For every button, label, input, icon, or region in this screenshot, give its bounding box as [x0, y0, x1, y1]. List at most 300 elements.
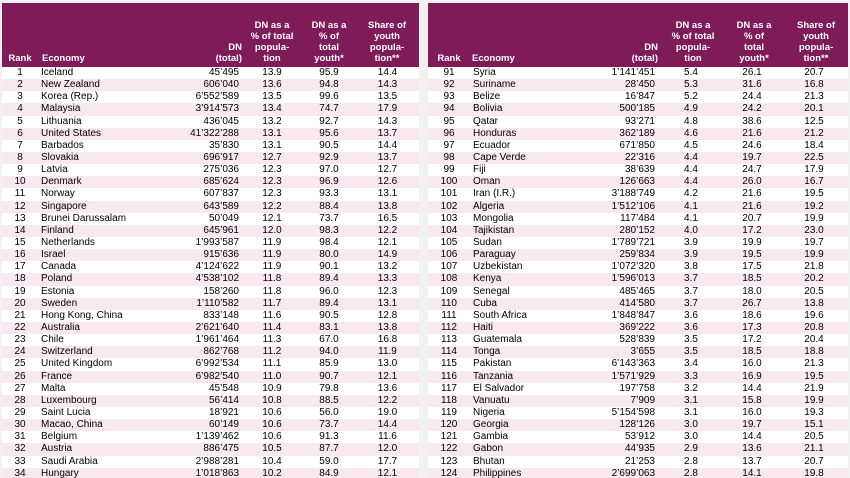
economy-cell: Guatemala [470, 334, 580, 346]
rank-cell: 95 [428, 116, 470, 128]
economy-cell: Bhutan [470, 456, 580, 468]
dn-pct-youth-cell: 14.4 [724, 431, 780, 443]
dn-cell: 606’040 [162, 79, 242, 91]
dn-cell: 1’961’464 [162, 334, 242, 346]
dn-cell: 1’139’462 [162, 431, 242, 443]
rank-cell: 28 [2, 395, 38, 407]
share-youth-cell: 12.3 [356, 286, 419, 298]
share-youth-cell: 20.5 [780, 431, 848, 443]
table-row [2, 103, 419, 115]
rank-cell: 105 [428, 237, 470, 249]
rank-cell: 9 [2, 164, 38, 176]
economy-cell: Korea (Rep.) [38, 91, 162, 103]
share-youth-cell: 13.1 [356, 188, 419, 200]
economy-cell: Sudan [470, 237, 580, 249]
table-row [428, 67, 848, 79]
dn-pct-youth-cell: 67.0 [302, 334, 356, 346]
dn-pct-pop-cell: 11.1 [242, 358, 302, 370]
dn-pct-pop-header: DN as a % of total popula- tion [671, 20, 715, 64]
dn-pct-youth-cell: 73.7 [302, 213, 356, 225]
dn-pct-youth-cell: 90.7 [302, 371, 356, 383]
rank-cell: 14 [2, 225, 38, 237]
dn-pct-pop-cell: 12.3 [242, 164, 302, 176]
dn-cell: 6’552’589 [162, 91, 242, 103]
share-youth-cell: 19.6 [780, 310, 848, 322]
dn-cell: 5’154’598 [580, 407, 658, 419]
dn-pct-youth-cell: 18.0 [724, 286, 780, 298]
table-row [428, 395, 848, 407]
share-youth-cell: 12.0 [356, 443, 419, 455]
rank-header: Rank [437, 53, 461, 64]
dn-cell: 45’548 [162, 383, 242, 395]
dn-cell: 6’992’534 [162, 358, 242, 370]
rank-cell: 5 [2, 116, 38, 128]
dn-cell: 93’271 [580, 116, 658, 128]
table-row [428, 128, 848, 140]
dn-pct-youth-cell: 89.4 [302, 273, 356, 285]
rank-cell: 4 [2, 103, 38, 115]
dn-pct-youth-cell: 31.6 [724, 79, 780, 91]
dn-pct-pop-cell: 3.4 [658, 358, 724, 370]
rank-cell: 22 [2, 322, 38, 334]
dn-pct-youth-cell: 13.6 [724, 443, 780, 455]
dn-pct-youth-header: DN as a % of total youth* [311, 20, 347, 64]
share-youth-cell: 16.8 [780, 79, 848, 91]
dn-pct-youth-cell: 21.6 [724, 188, 780, 200]
share-youth-cell: 14.4 [356, 140, 419, 152]
table-row [428, 79, 848, 91]
economy-cell: Nigeria [470, 407, 580, 419]
dn-cell: 862’768 [162, 346, 242, 358]
dn-pct-youth-cell: 98.4 [302, 237, 356, 249]
right-data-table [428, 67, 848, 478]
economy-cell: Vanuatu [470, 395, 580, 407]
share-youth-cell: 19.9 [780, 395, 848, 407]
dn-pct-pop-cell: 4.9 [658, 103, 724, 115]
economy-cell: Pakistan [470, 358, 580, 370]
dn-pct-pop-cell: 11.9 [242, 249, 302, 261]
share-youth-cell: 13.7 [356, 152, 419, 164]
economy-cell: Belgium [38, 431, 162, 443]
dn-pct-pop-cell: 12.2 [242, 201, 302, 213]
economy-cell: El Salvador [470, 383, 580, 395]
dn-cell: 6’982’540 [162, 371, 242, 383]
dn-pct-pop-cell: 5.4 [658, 67, 724, 79]
dn-pct-youth-cell: 95.9 [302, 67, 356, 79]
dn-cell: 685’624 [162, 176, 242, 188]
table-row [2, 407, 419, 419]
table-row [2, 213, 419, 225]
dn-pct-youth-cell: 90.5 [302, 310, 356, 322]
table-row [428, 201, 848, 213]
table-row [428, 334, 848, 346]
table-row [428, 431, 848, 443]
share-youth-cell: 19.9 [780, 249, 848, 261]
share-youth-cell: 11.9 [356, 346, 419, 358]
rank-cell: 94 [428, 103, 470, 115]
economy-cell: Cuba [470, 298, 580, 310]
economy-cell: Saint Lucia [38, 407, 162, 419]
dn-header: DN (total) [631, 42, 658, 64]
economy-cell: Luxembourg [38, 395, 162, 407]
rank-cell: 12 [2, 201, 38, 213]
rank-cell: 92 [428, 79, 470, 91]
economy-cell: Saudi Arabia [38, 456, 162, 468]
dn-pct-pop-cell: 12.3 [242, 188, 302, 200]
table-row [2, 164, 419, 176]
dn-pct-pop-cell: 12.0 [242, 225, 302, 237]
share-youth-header: Share of youth popula- tion** [796, 20, 835, 64]
share-youth-cell: 18.8 [780, 346, 848, 358]
table-row [2, 286, 419, 298]
economy-cell: Slovakia [38, 152, 162, 164]
share-youth-cell: 12.1 [356, 468, 419, 478]
share-youth-cell: 13.1 [356, 298, 419, 310]
share-youth-cell: 21.2 [780, 128, 848, 140]
dn-pct-pop-cell: 3.1 [658, 395, 724, 407]
economy-cell: United Kingdom [38, 358, 162, 370]
share-youth-cell: 14.3 [356, 79, 419, 91]
dn-pct-youth-cell: 20.7 [724, 213, 780, 225]
table-row [2, 261, 419, 273]
dn-pct-youth-cell: 18.5 [724, 346, 780, 358]
rank-cell: 103 [428, 213, 470, 225]
dn-pct-pop-cell: 11.7 [242, 298, 302, 310]
table-row [428, 407, 848, 419]
economy-cell: Belize [470, 91, 580, 103]
dn-cell: 3’655 [580, 346, 658, 358]
dn-pct-pop-cell: 10.2 [242, 468, 302, 478]
dn-pct-pop-cell: 4.5 [658, 140, 724, 152]
share-youth-cell: 19.3 [780, 407, 848, 419]
rank-cell: 23 [2, 334, 38, 346]
dn-cell: 607’837 [162, 188, 242, 200]
economy-cell: Senegal [470, 286, 580, 298]
dn-pct-pop-cell: 13.5 [242, 91, 302, 103]
dn-pct-youth-cell: 92.9 [302, 152, 356, 164]
rank-cell: 32 [2, 443, 38, 455]
share-youth-cell: 13.6 [356, 383, 419, 395]
share-youth-cell: 20.7 [780, 456, 848, 468]
dn-pct-youth-cell: 19.5 [724, 249, 780, 261]
dn-pct-pop-cell: 3.6 [658, 322, 724, 334]
dn-cell: 369’222 [580, 322, 658, 334]
rank-cell: 91 [428, 67, 470, 79]
dn-pct-youth-cell: 87.7 [302, 443, 356, 455]
economy-cell: Cape Verde [470, 152, 580, 164]
rank-cell: 10 [2, 176, 38, 188]
rank-cell: 118 [428, 395, 470, 407]
dn-pct-pop-cell: 5.3 [658, 79, 724, 91]
dn-pct-youth-cell: 13.7 [724, 456, 780, 468]
rank-cell: 13 [2, 213, 38, 225]
table-row [428, 346, 848, 358]
table-row [428, 322, 848, 334]
dn-pct-pop-cell: 11.0 [242, 371, 302, 383]
dn-pct-pop-cell: 3.1 [658, 407, 724, 419]
share-youth-cell: 12.8 [356, 310, 419, 322]
dn-pct-pop-cell: 11.9 [242, 261, 302, 273]
dn-pct-youth-cell: 96.9 [302, 176, 356, 188]
rank-cell: 111 [428, 310, 470, 322]
share-youth-cell: 13.8 [356, 322, 419, 334]
economy-cell: Latvia [38, 164, 162, 176]
dn-pct-pop-cell: 13.2 [242, 116, 302, 128]
dn-pct-youth-cell: 17.2 [724, 334, 780, 346]
dn-pct-youth-cell: 24.4 [724, 91, 780, 103]
rank-cell: 98 [428, 152, 470, 164]
dn-pct-youth-cell: 96.0 [302, 286, 356, 298]
rank-cell: 17 [2, 261, 38, 273]
economy-cell: Tonga [470, 346, 580, 358]
dn-pct-pop-cell: 11.8 [242, 286, 302, 298]
rank-cell: 16 [2, 249, 38, 261]
economy-cell: Algeria [470, 201, 580, 213]
rank-cell: 97 [428, 140, 470, 152]
dn-cell: 643’589 [162, 201, 242, 213]
table-row [2, 152, 419, 164]
table-row [2, 176, 419, 188]
table-row [2, 419, 419, 431]
share-youth-cell: 11.6 [356, 431, 419, 443]
dn-pct-pop-cell: 2.9 [658, 443, 724, 455]
dn-pct-pop-cell: 12.1 [242, 213, 302, 225]
share-youth-cell: 22.5 [780, 152, 848, 164]
dn-pct-pop-cell: 13.4 [242, 103, 302, 115]
dn-pct-youth-cell: 26.7 [724, 298, 780, 310]
dn-cell: 275’036 [162, 164, 242, 176]
dn-cell: 117’484 [580, 213, 658, 225]
economy-cell: Kenya [470, 273, 580, 285]
table-row [428, 176, 848, 188]
dn-pct-pop-cell: 13.6 [242, 79, 302, 91]
economy-cell: Honduras [470, 128, 580, 140]
share-youth-cell: 16.7 [780, 176, 848, 188]
dn-pct-pop-cell: 4.4 [658, 164, 724, 176]
table-row [2, 468, 419, 478]
share-youth-cell: 19.5 [780, 188, 848, 200]
dn-pct-pop-cell: 10.8 [242, 395, 302, 407]
dn-pct-pop-cell: 10.6 [242, 407, 302, 419]
share-youth-cell: 21.3 [780, 91, 848, 103]
share-youth-cell: 20.1 [780, 103, 848, 115]
rank-cell: 19 [2, 286, 38, 298]
share-youth-cell: 20.7 [780, 67, 848, 79]
dn-pct-pop-cell: 3.7 [658, 286, 724, 298]
rank-cell: 101 [428, 188, 470, 200]
dn-cell: 500’185 [580, 103, 658, 115]
dn-pct-youth-cell: 16.9 [724, 371, 780, 383]
economy-cell: Denmark [38, 176, 162, 188]
dn-pct-youth-cell: 94.8 [302, 79, 356, 91]
table-row [2, 67, 419, 79]
economy-cell: New Zealand [38, 79, 162, 91]
dn-pct-pop-cell: 4.1 [658, 213, 724, 225]
economy-cell: Qatar [470, 116, 580, 128]
dn-pct-pop-cell: 3.9 [658, 237, 724, 249]
rank-cell: 8 [2, 152, 38, 164]
rank-cell: 109 [428, 286, 470, 298]
economy-cell: Hong Kong, China [38, 310, 162, 322]
share-youth-cell: 17.7 [356, 456, 419, 468]
dn-pct-youth-cell: 16.0 [724, 358, 780, 370]
table-row [428, 103, 848, 115]
share-youth-cell: 12.1 [356, 237, 419, 249]
share-youth-cell: 12.1 [356, 371, 419, 383]
dn-pct-pop-cell: 4.6 [658, 128, 724, 140]
dn-pct-pop-cell: 11.6 [242, 310, 302, 322]
share-youth-cell: 12.5 [780, 116, 848, 128]
rank-cell: 33 [2, 456, 38, 468]
rank-cell: 11 [2, 188, 38, 200]
economy-cell: Singapore [38, 201, 162, 213]
rank-cell: 29 [2, 407, 38, 419]
share-youth-cell: 19.9 [780, 213, 848, 225]
rank-cell: 18 [2, 273, 38, 285]
dn-cell: 528’839 [580, 334, 658, 346]
dn-pct-pop-cell: 13.9 [242, 67, 302, 79]
dn-pct-youth-cell: 21.6 [724, 128, 780, 140]
table-row [428, 456, 848, 468]
table-row [428, 358, 848, 370]
table-row [428, 261, 848, 273]
dn-cell: 485’465 [580, 286, 658, 298]
economy-cell: Ecuador [470, 140, 580, 152]
table-row [2, 79, 419, 91]
dn-pct-pop-cell: 13.1 [242, 128, 302, 140]
dn-pct-youth-cell: 88.5 [302, 395, 356, 407]
rank-cell: 115 [428, 358, 470, 370]
table-row [2, 273, 419, 285]
dn-cell: 4’538’102 [162, 273, 242, 285]
economy-cell: Hungary [38, 468, 162, 478]
share-youth-cell: 19.7 [780, 237, 848, 249]
dn-pct-pop-cell: 11.4 [242, 322, 302, 334]
dn-pct-youth-cell: 19.9 [724, 237, 780, 249]
rank-cell: 100 [428, 176, 470, 188]
economy-cell: Malta [38, 383, 162, 395]
share-youth-cell: 21.3 [780, 358, 848, 370]
share-youth-cell: 13.3 [356, 273, 419, 285]
rank-cell: 114 [428, 346, 470, 358]
rank-cell: 31 [2, 431, 38, 443]
rank-cell: 24 [2, 346, 38, 358]
table-row [428, 237, 848, 249]
dn-cell: 21’253 [580, 456, 658, 468]
economy-header: Economy [472, 53, 515, 64]
rank-cell: 123 [428, 456, 470, 468]
dn-cell: 915’636 [162, 249, 242, 261]
dn-cell: 1’141’451 [580, 67, 658, 79]
rank-cell: 34 [2, 468, 38, 478]
dn-cell: 53’912 [580, 431, 658, 443]
table-row [2, 371, 419, 383]
table-row [428, 91, 848, 103]
dn-cell: 2’988’281 [162, 456, 242, 468]
dn-cell: 35’830 [162, 140, 242, 152]
table-row [428, 140, 848, 152]
dn-pct-youth-cell: 80.0 [302, 249, 356, 261]
dn-pct-youth-cell: 17.2 [724, 225, 780, 237]
economy-cell: Lithuania [38, 116, 162, 128]
table-row [2, 201, 419, 213]
dn-pct-youth-cell: 14.4 [724, 383, 780, 395]
table-row [2, 225, 419, 237]
dn-pct-youth-cell: 17.5 [724, 261, 780, 273]
dn-pct-youth-cell: 14.1 [724, 468, 780, 478]
table-row [2, 298, 419, 310]
economy-cell: Canada [38, 261, 162, 273]
economy-cell: Norway [38, 188, 162, 200]
economy-cell: Austria [38, 443, 162, 455]
share-youth-cell: 19.5 [780, 371, 848, 383]
share-youth-cell: 12.2 [356, 225, 419, 237]
dn-pct-pop-cell: 3.3 [658, 371, 724, 383]
dn-pct-pop-cell: 5.2 [658, 91, 724, 103]
table-row [2, 188, 419, 200]
dn-cell: 45’495 [162, 67, 242, 79]
rank-cell: 121 [428, 431, 470, 443]
table-row [428, 419, 848, 431]
dn-pct-youth-cell: 94.0 [302, 346, 356, 358]
rank-cell: 117 [428, 383, 470, 395]
dn-pct-youth-cell: 21.6 [724, 201, 780, 213]
economy-cell: United States [38, 128, 162, 140]
dn-cell: 2’621’640 [162, 322, 242, 334]
table-row [428, 213, 848, 225]
dn-pct-pop-cell: 10.5 [242, 443, 302, 455]
table-row [2, 383, 419, 395]
rank-cell: 104 [428, 225, 470, 237]
rank-cell: 1 [2, 67, 38, 79]
dn-cell: 18’921 [162, 407, 242, 419]
dn-cell: 2’699’063 [580, 468, 658, 478]
dn-pct-pop-cell: 4.1 [658, 201, 724, 213]
dn-pct-pop-cell: 4.2 [658, 188, 724, 200]
share-youth-cell: 20.8 [780, 322, 848, 334]
dn-cell: 44’935 [580, 443, 658, 455]
rank-cell: 6 [2, 128, 38, 140]
share-youth-cell: 12.2 [356, 395, 419, 407]
dn-cell: 56’414 [162, 395, 242, 407]
dn-pct-pop-cell: 3.7 [658, 298, 724, 310]
rank-cell: 102 [428, 201, 470, 213]
dn-pct-pop-cell: 12.3 [242, 176, 302, 188]
dn-pct-pop-cell: 10.6 [242, 419, 302, 431]
dn-pct-youth-cell: 38.6 [724, 116, 780, 128]
share-youth-cell: 13.8 [356, 201, 419, 213]
dn-pct-youth-cell: 83.1 [302, 322, 356, 334]
dn-pct-youth-cell: 90.1 [302, 261, 356, 273]
dn-cell: 3’914’573 [162, 103, 242, 115]
rank-cell: 21 [2, 310, 38, 322]
dn-pct-pop-cell: 13.1 [242, 140, 302, 152]
economy-cell: Australia [38, 322, 162, 334]
table-row [2, 116, 419, 128]
rank-cell: 96 [428, 128, 470, 140]
share-youth-cell: 20.5 [780, 286, 848, 298]
share-youth-cell: 20.4 [780, 334, 848, 346]
dn-pct-pop-cell: 3.0 [658, 419, 724, 431]
table-row [2, 456, 419, 468]
rank-cell: 122 [428, 443, 470, 455]
economy-cell: Switzerland [38, 346, 162, 358]
economy-cell: Israel [38, 249, 162, 261]
dn-pct-youth-cell: 93.3 [302, 188, 356, 200]
dn-cell: 6’143’363 [580, 358, 658, 370]
table-row [2, 334, 419, 346]
dn-cell: 158’260 [162, 286, 242, 298]
